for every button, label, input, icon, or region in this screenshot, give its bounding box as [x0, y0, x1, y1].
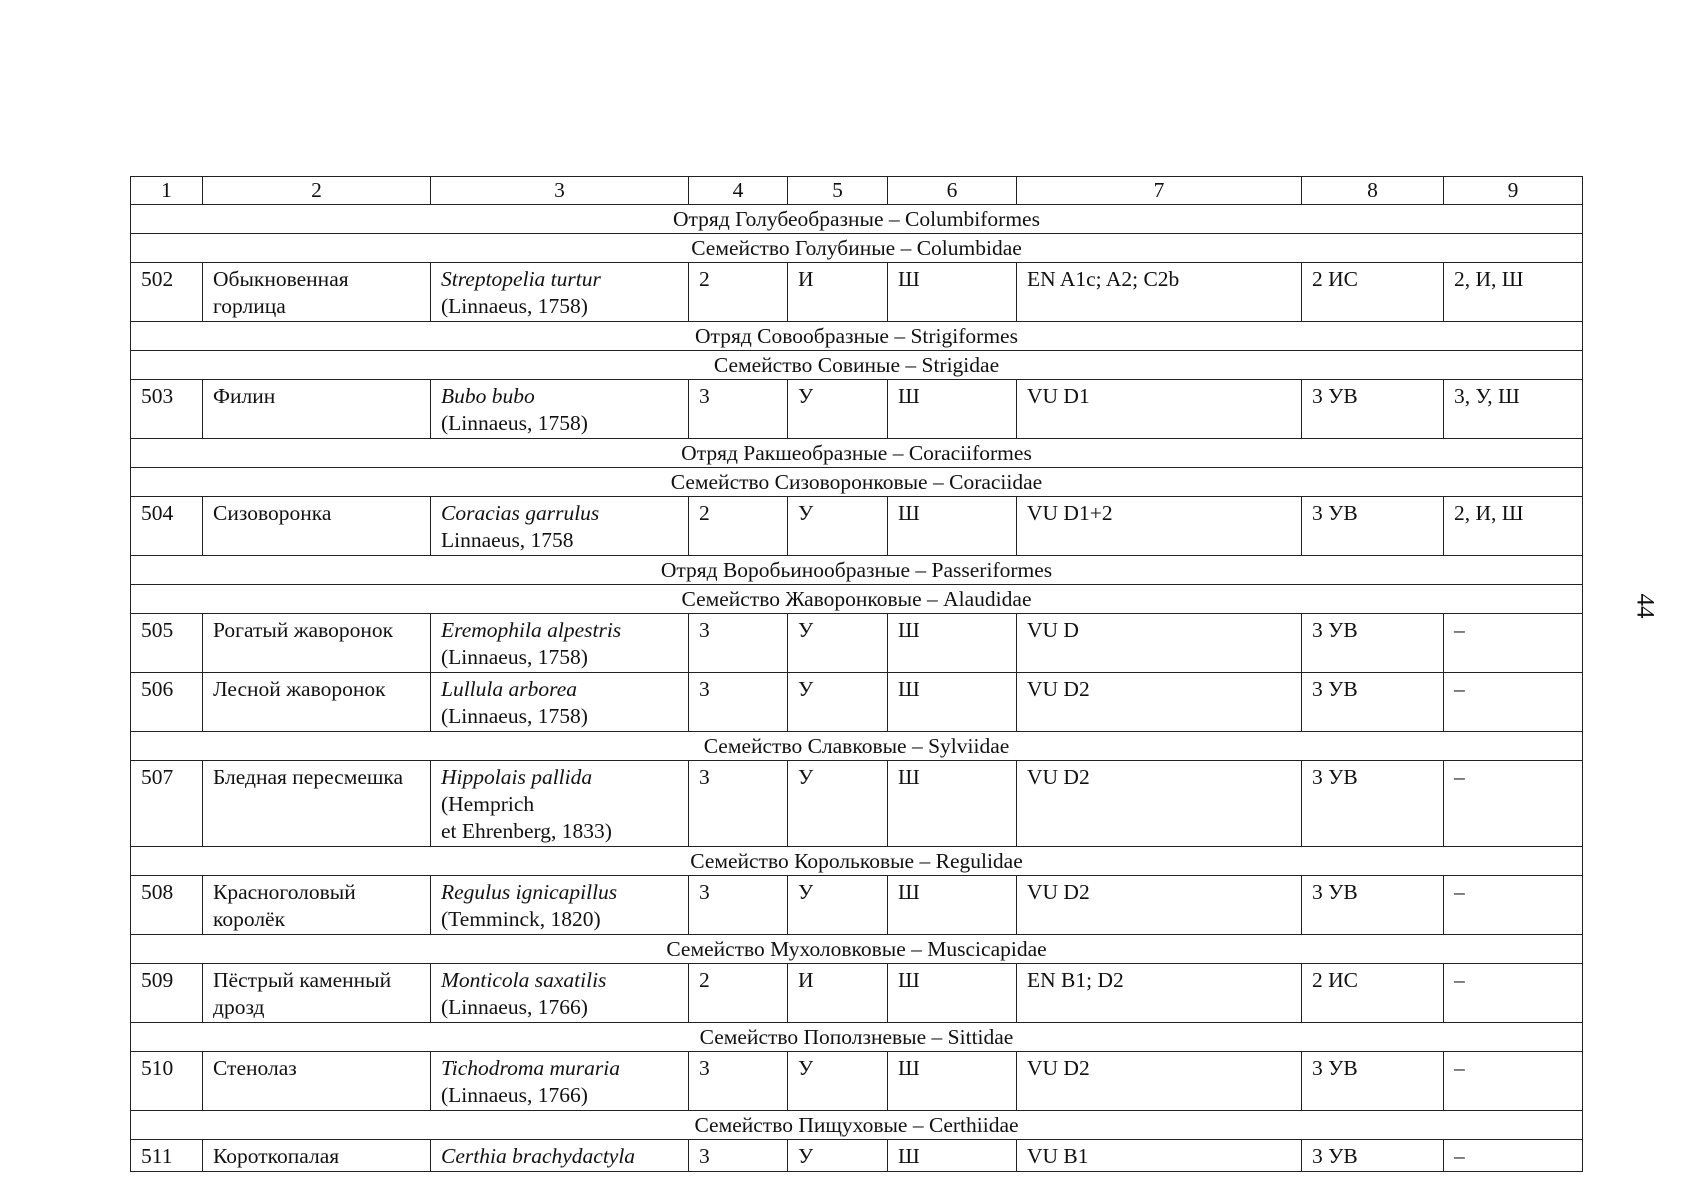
species-name-latin: [431, 497, 689, 556]
latin-binomial: Certhia brachydactyla: [441, 1144, 636, 1168]
species-name-latin: [431, 1140, 689, 1172]
species-author: et Ehrenberg, 1833): [441, 819, 612, 843]
species-name-line: Красноголовый: [213, 880, 356, 904]
species-table: [130, 176, 1583, 1172]
species-name-line: Стенолаз: [213, 1056, 297, 1080]
section-row: [131, 234, 1583, 263]
species-name-latin: [431, 964, 689, 1023]
column-5-value: У: [788, 1140, 888, 1172]
column-9-value: –: [1444, 614, 1583, 673]
species-author: (Linnaeus, 1758): [441, 704, 588, 728]
column-6-value: Ш: [888, 380, 1017, 439]
species-name-ru: [203, 614, 431, 673]
species-name-line: Рогатый жаворонок: [213, 618, 394, 642]
column-5-value: И: [788, 964, 888, 1023]
column-9-value: 3, У, Ш: [1444, 380, 1583, 439]
latin-binomial: Lullula arborea: [441, 677, 577, 701]
species-row: [131, 1052, 1583, 1111]
column-header-3: 3: [431, 177, 689, 205]
column-header-1: 1: [131, 177, 203, 205]
section-title: Семейство Пищуховые – Certhiidae: [131, 1111, 1583, 1140]
column-4-value: 2: [689, 497, 788, 556]
species-name-latin: [431, 614, 689, 673]
column-4-value: 2: [689, 263, 788, 322]
section-title: Отряд Воробьинообразные – Passeriformes: [131, 556, 1583, 585]
section-row: [131, 585, 1583, 614]
species-author: Linnaeus, 1758: [441, 528, 574, 552]
latin-binomial: Tichodroma muraria: [441, 1056, 620, 1080]
latin-binomial: Regulus ignicapillus: [441, 880, 618, 904]
column-9-value: 2, И, Ш: [1444, 497, 1583, 556]
section-title: Отряд Совообразные – Strigiformes: [131, 322, 1583, 351]
column-6-value: Ш: [888, 876, 1017, 935]
species-name-latin: [431, 263, 689, 322]
species-row: [131, 263, 1583, 322]
section-row: [131, 1023, 1583, 1052]
species-name-latin: [431, 380, 689, 439]
column-4-value: 3: [689, 876, 788, 935]
column-8-value: 3 УВ: [1302, 761, 1444, 847]
latin-binomial: Monticola saxatilis: [441, 968, 607, 992]
column-6-value: Ш: [888, 964, 1017, 1023]
species-author: (Temminck, 1820): [441, 907, 601, 931]
latin-binomial: Eremophila alpestris: [441, 618, 622, 642]
latin-binomial: Hippolais pallida: [441, 765, 593, 789]
section-row: [131, 732, 1583, 761]
species-name-line: Бледная пересмешка: [213, 765, 404, 789]
section-title: Семейство Сизоворонковые – Coraciidae: [131, 468, 1583, 497]
section-row: [131, 205, 1583, 234]
column-header-4: 4: [689, 177, 788, 205]
column-6-value: Ш: [888, 1052, 1017, 1111]
species-number: 504: [131, 497, 203, 556]
species-name-line: Короткопалая: [213, 1144, 340, 1168]
section-row: [131, 935, 1583, 964]
column-6-value: Ш: [888, 1140, 1017, 1172]
species-row: [131, 380, 1583, 439]
species-row: [131, 876, 1583, 935]
section-title: Семейство Славковые – Sylviidae: [131, 732, 1583, 761]
column-5-value: У: [788, 614, 888, 673]
column-5-value: У: [788, 876, 888, 935]
column-9-value: –: [1444, 1140, 1583, 1172]
column-6-value: Ш: [888, 673, 1017, 732]
species-name-ru: [203, 380, 431, 439]
column-4-value: 3: [689, 1052, 788, 1111]
species-number: 509: [131, 964, 203, 1023]
species-name-ru: [203, 761, 431, 847]
column-7-value: VU B1: [1017, 1140, 1302, 1172]
column-6-value: Ш: [888, 614, 1017, 673]
column-5-value: У: [788, 1052, 888, 1111]
species-row: [131, 497, 1583, 556]
species-name-ru: [203, 673, 431, 732]
column-header-5: 5: [788, 177, 888, 205]
section-row: [131, 322, 1583, 351]
species-name-ru: [203, 1140, 431, 1172]
section-row: [131, 439, 1583, 468]
column-header-8: 8: [1302, 177, 1444, 205]
species-name-ru: [203, 876, 431, 935]
column-8-value: 3 УВ: [1302, 876, 1444, 935]
column-7-value: EN A1c; A2; C2b: [1017, 263, 1302, 322]
column-9-value: –: [1444, 1052, 1583, 1111]
column-header-row: [131, 177, 1583, 205]
species-name-line: Пёстрый каменный: [213, 968, 392, 992]
column-header-7: 7: [1017, 177, 1302, 205]
species-name-ru: [203, 497, 431, 556]
column-7-value: VU D2: [1017, 673, 1302, 732]
species-number: 510: [131, 1052, 203, 1111]
species-number: 502: [131, 263, 203, 322]
column-8-value: 2 ИС: [1302, 964, 1444, 1023]
latin-binomial: Coracias garrulus: [441, 501, 600, 525]
species-name-ru: [203, 1052, 431, 1111]
species-author: (Linnaeus, 1758): [441, 645, 588, 669]
species-number: 505: [131, 614, 203, 673]
species-row: [131, 673, 1583, 732]
page-number: 44: [1631, 593, 1659, 619]
column-header-6: 6: [888, 177, 1017, 205]
species-name-line: Сизоворонка: [213, 501, 332, 525]
species-number: 511: [131, 1140, 203, 1172]
species-number: 508: [131, 876, 203, 935]
column-9-value: –: [1444, 876, 1583, 935]
species-name-line: Лесной жаворонок: [213, 677, 386, 701]
column-5-value: У: [788, 380, 888, 439]
latin-binomial: Streptopelia turtur: [441, 267, 601, 291]
section-title: Отряд Голубеобразные – Columbiformes: [131, 205, 1583, 234]
column-4-value: 3: [689, 614, 788, 673]
species-row: [131, 964, 1583, 1023]
column-9-value: –: [1444, 761, 1583, 847]
section-title: Семейство Совиные – Strigidae: [131, 351, 1583, 380]
column-8-value: 3 УВ: [1302, 380, 1444, 439]
column-7-value: VU D2: [1017, 1052, 1302, 1111]
column-4-value: 3: [689, 761, 788, 847]
section-title: Семейство Жаворонковые – Alaudidae: [131, 585, 1583, 614]
column-4-value: 3: [689, 1140, 788, 1172]
section-title: Семейство Мухоловковые – Muscicapidae: [131, 935, 1583, 964]
column-7-value: EN B1; D2: [1017, 964, 1302, 1023]
section-row: [131, 468, 1583, 497]
column-8-value: 3 УВ: [1302, 1140, 1444, 1172]
species-row: [131, 1140, 1583, 1172]
species-name-line: Филин: [213, 384, 276, 408]
species-author: (Linnaeus, 1766): [441, 1083, 588, 1107]
column-4-value: 3: [689, 673, 788, 732]
species-author: (Linnaeus, 1758): [441, 411, 588, 435]
species-name-ru: [203, 263, 431, 322]
latin-binomial: Bubo bubo: [441, 384, 535, 408]
section-row: [131, 556, 1583, 585]
species-author: (Linnaeus, 1766): [441, 995, 588, 1019]
species-name-latin: [431, 761, 689, 847]
species-name-latin: [431, 876, 689, 935]
species-number: 506: [131, 673, 203, 732]
column-7-value: VU D2: [1017, 876, 1302, 935]
species-name-line: дрозд: [213, 995, 265, 1019]
column-8-value: 3 УВ: [1302, 497, 1444, 556]
column-8-value: 3 УВ: [1302, 673, 1444, 732]
column-7-value: VU D1+2: [1017, 497, 1302, 556]
column-9-value: –: [1444, 673, 1583, 732]
column-header-9: 9: [1444, 177, 1583, 205]
species-name-latin: [431, 673, 689, 732]
section-title: Отряд Ракшеобразные – Coraciiformes: [131, 439, 1583, 468]
species-row: [131, 614, 1583, 673]
column-4-value: 3: [689, 380, 788, 439]
column-header-2: 2: [203, 177, 431, 205]
column-9-value: 2, И, Ш: [1444, 263, 1583, 322]
species-number: 503: [131, 380, 203, 439]
column-5-value: У: [788, 761, 888, 847]
section-row: [131, 351, 1583, 380]
column-6-value: Ш: [888, 497, 1017, 556]
section-title: Семейство Поползневые – Sittidae: [131, 1023, 1583, 1052]
column-7-value: VU D: [1017, 614, 1302, 673]
column-8-value: 3 УВ: [1302, 1052, 1444, 1111]
column-9-value: –: [1444, 964, 1583, 1023]
section-title: Семейство Корольковые – Regulidae: [131, 847, 1583, 876]
column-7-value: VU D1: [1017, 380, 1302, 439]
section-row: [131, 1111, 1583, 1140]
column-8-value: 3 УВ: [1302, 614, 1444, 673]
species-name-latin: [431, 1052, 689, 1111]
species-row: [131, 761, 1583, 847]
column-5-value: И: [788, 263, 888, 322]
table-body: [131, 177, 1583, 1172]
species-number: 507: [131, 761, 203, 847]
column-5-value: У: [788, 673, 888, 732]
species-name-line: горлица: [213, 294, 286, 318]
column-7-value: VU D2: [1017, 761, 1302, 847]
section-title: Семейство Голубиные – Columbidae: [131, 234, 1583, 263]
column-4-value: 2: [689, 964, 788, 1023]
column-6-value: Ш: [888, 263, 1017, 322]
column-5-value: У: [788, 497, 888, 556]
species-name-ru: [203, 964, 431, 1023]
species-author: (Linnaeus, 1758): [441, 294, 588, 318]
species-name-line: королёк: [213, 907, 286, 931]
species-author: (Hemprich: [441, 792, 535, 816]
section-row: [131, 847, 1583, 876]
species-name-line: Обыкновенная: [213, 267, 349, 291]
column-6-value: Ш: [888, 761, 1017, 847]
column-8-value: 2 ИС: [1302, 263, 1444, 322]
